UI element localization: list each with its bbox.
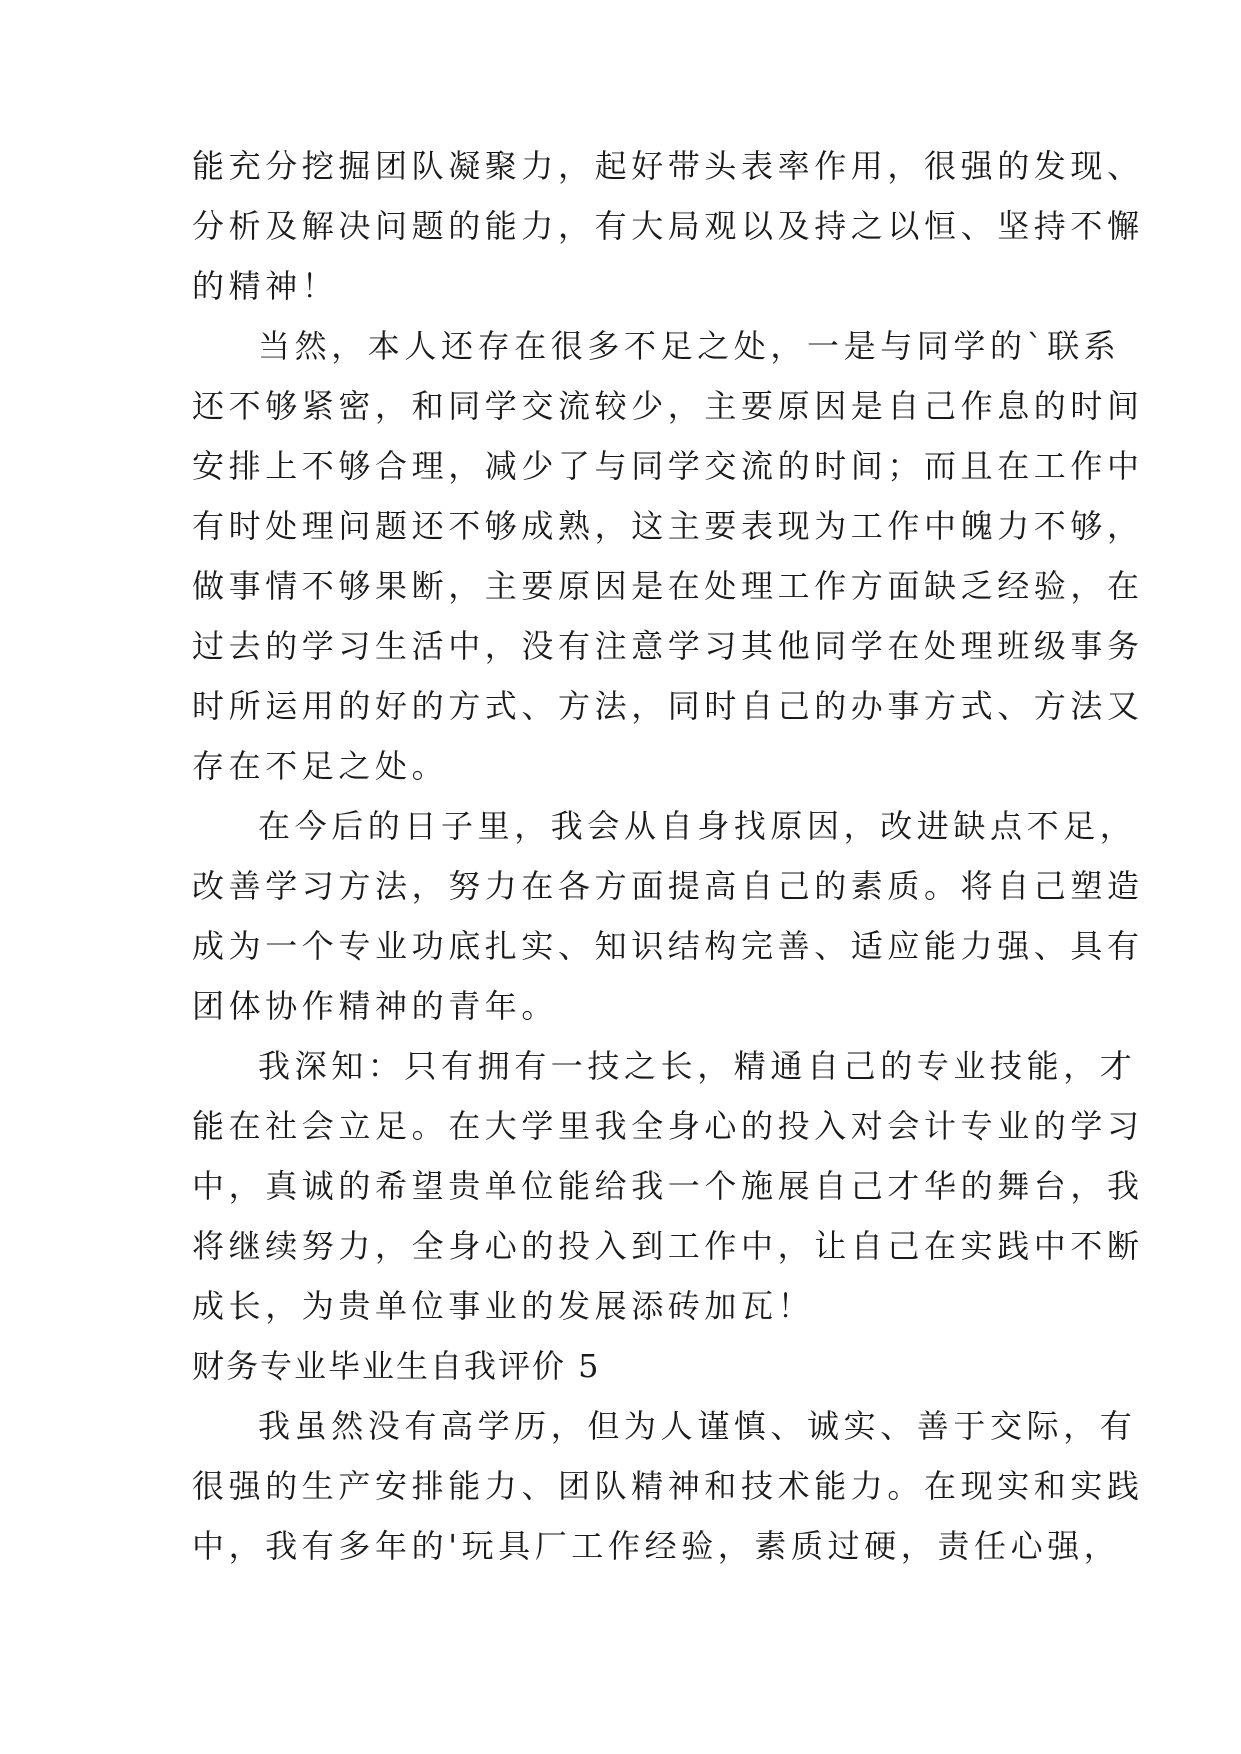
text-line: 安排上不够合理，减少了与同学交流的时间；而且在工作中 [192,447,1144,485]
section-heading: 财务专业毕业生自我评价 5 [192,1347,601,1385]
text-line: 中，我有多年的'玩具厂工作经验，素质过硬，责任心强， [192,1527,1121,1565]
text-line: 的精神！ [192,267,339,305]
text-line: 成为一个专业功底扎实、知识结构完善、适应能力强、具有 [192,927,1144,965]
text-line: 能在社会立足。在大学里我全身心的投入对会计专业的学习 [192,1107,1144,1145]
text-line: 过去的学习生活中，没有注意学习其他同学在处理班级事务 [192,627,1144,665]
text-line: 能充分挖掘团队凝聚力，起好带头表率作用，很强的发现、 [192,147,1144,185]
text-line: 时所运用的好的方式、方法，同时自己的办事方式、方法又 [192,687,1144,725]
text-line: 当然，本人还存在很多不足之处，一是与同学的`联系 [258,327,1121,365]
text-line: 在今后的日子里，我会从自身找原因，改进缺点不足， [258,807,1137,845]
document-body [192,136,1144,1576]
text-line: 分析及解决问题的能力，有大局观以及持之以恒、坚持不懈 [192,207,1144,245]
text-line: 将继续努力，全身心的投入到工作中，让自己在实践中不断 [192,1227,1144,1265]
text-line: 我虽然没有高学历，但为人谨慎、诚实、善于交际，有 [258,1407,1137,1445]
text-line: 中，真诚的希望贵单位能给我一个施展自己才华的舞台，我 [192,1167,1144,1205]
text-line: 有时处理问题还不够成熟，这主要表现为工作中魄力不够， [192,507,1144,545]
text-line: 我深知：只有拥有一技之长，精通自己的专业技能，才 [258,1047,1137,1085]
text-line: 团体协作精神的青年。 [192,987,559,1025]
text-line: 做事情不够果断，主要原因是在处理工作方面缺乏经验，在 [192,567,1144,605]
text-line: 成长，为贵单位事业的发展添砖加瓦！ [192,1287,815,1325]
text-line: 很强的生产安排能力、团队精神和技术能力。在现实和实践 [192,1467,1144,1505]
text-line: 还不够紧密，和同学交流较少，主要原因是自己作息的时间 [192,387,1144,425]
text-line: 存在不足之处。 [192,747,449,785]
text-line: 改善学习方法，努力在各方面提高自己的素质。将自己塑造 [192,867,1144,905]
